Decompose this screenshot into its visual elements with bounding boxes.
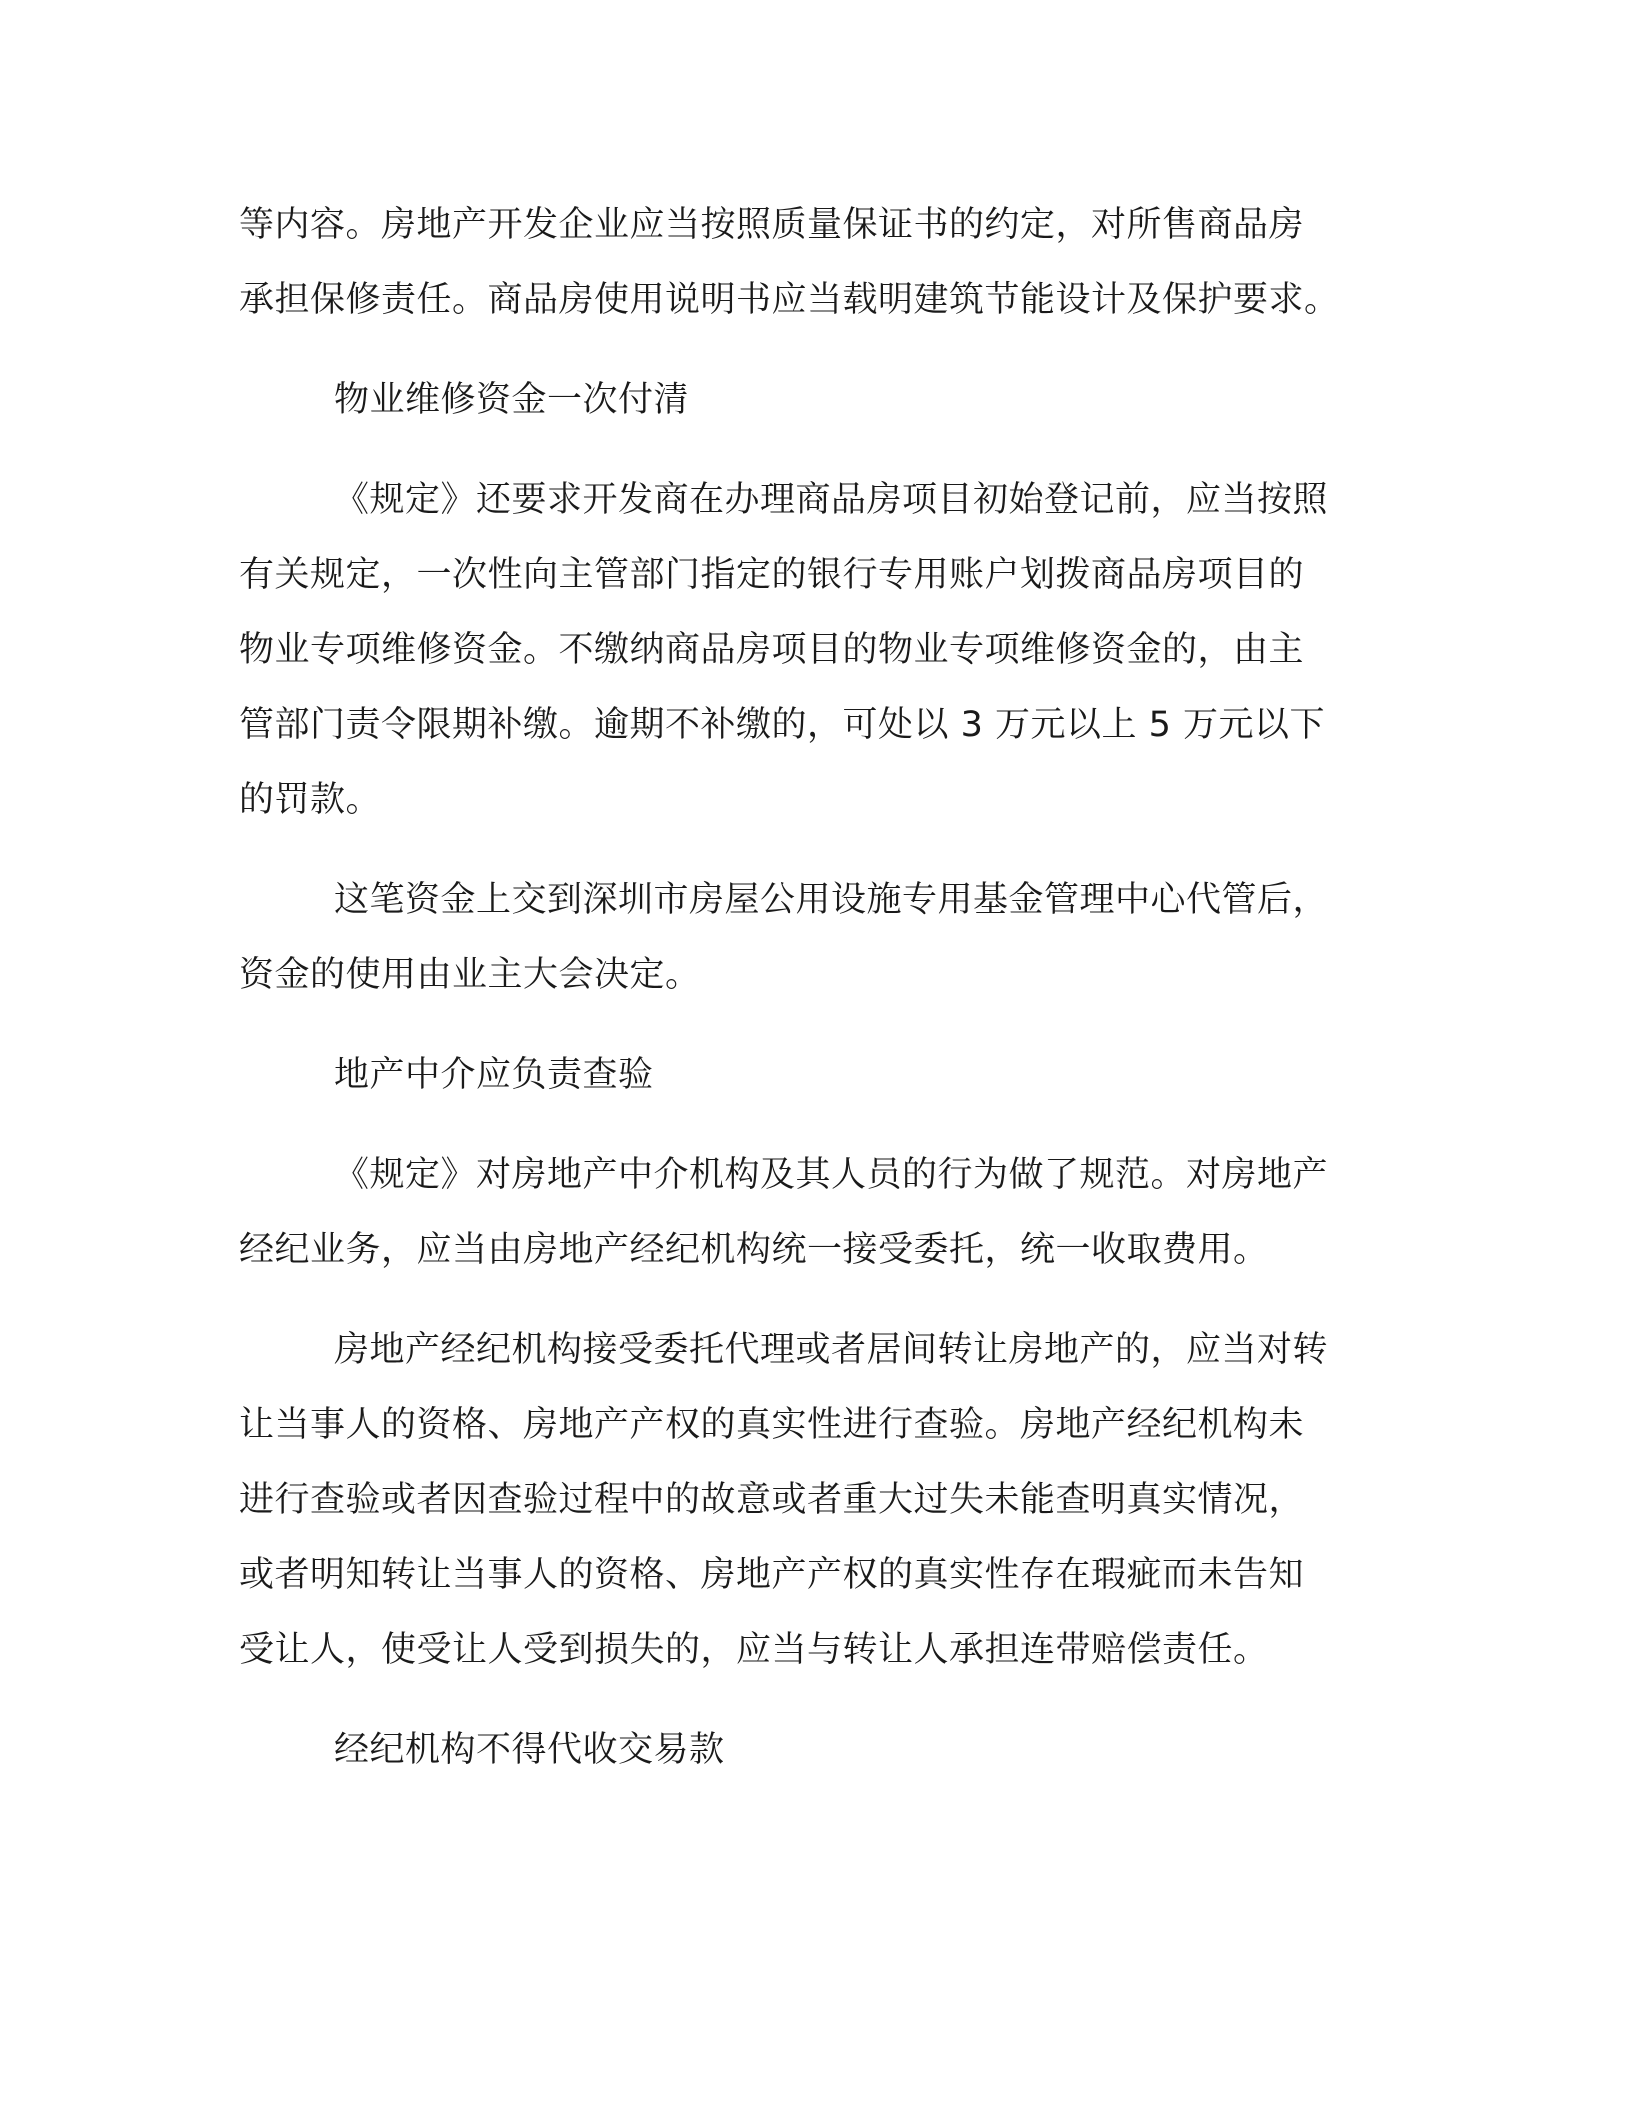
paragraph-maintenance-fund-rule: 《规定》还要求开发商在办理商品房项目初始登记前，应当按照 有关规定，一次性向主管部门指定的银行专用账户划拨商品房项目的 物业专项维修资金。不缴纳商品房项目的物业专项维修资金的，由主 管部门责令限期补缴。逾期不补缴的，可处以 3 万元以上 5 万元以下 的罚款。 bbox=[239, 480, 1329, 820]
paragraph-agency-liability: 房地产经纪机构接受委托代理或者居间转让房地产的，应当对转 让当事人的资格、房地产产权的真实性进行查验。房地产经纪机构未 进行查验或者因查验过程中的故意或者重大过失未能查明真实情况， 或者明知转让当事人的资格、房地产产权的真实性存在瑕疵而未告知 受让人，使受让人受到损失的，应当与转让人承担连带赔偿责任。 bbox=[239, 1330, 1329, 1670]
document-body bbox=[239, 188, 1379, 1813]
heading-agency-verification: 地产中介应负责查验 bbox=[334, 1055, 654, 1095]
heading-maintenance-fund: 物业维修资金一次付清 bbox=[334, 380, 690, 420]
heading-no-payment-collection: 经纪机构不得代收交易款 bbox=[334, 1730, 725, 1770]
paragraph-agency-regulation: 《规定》对房地产中介机构及其人员的行为做了规范。对房地产 经纪业务，应当由房地产经纪机构统一接受委托，统一收取费用。 bbox=[239, 1155, 1329, 1270]
paragraph-fund-management: 这笔资金上交到深圳市房屋公用设施专用基金管理中心代管后， 资金的使用由业主大会决定。 bbox=[239, 880, 1329, 995]
paragraph-quality-warranty: 等内容。房地产开发企业应当按照质量保证书的约定，对所售商品房 承担保修责任。商品房使用说明书应当载明建筑节能设计及保护要求。 bbox=[239, 205, 1340, 320]
